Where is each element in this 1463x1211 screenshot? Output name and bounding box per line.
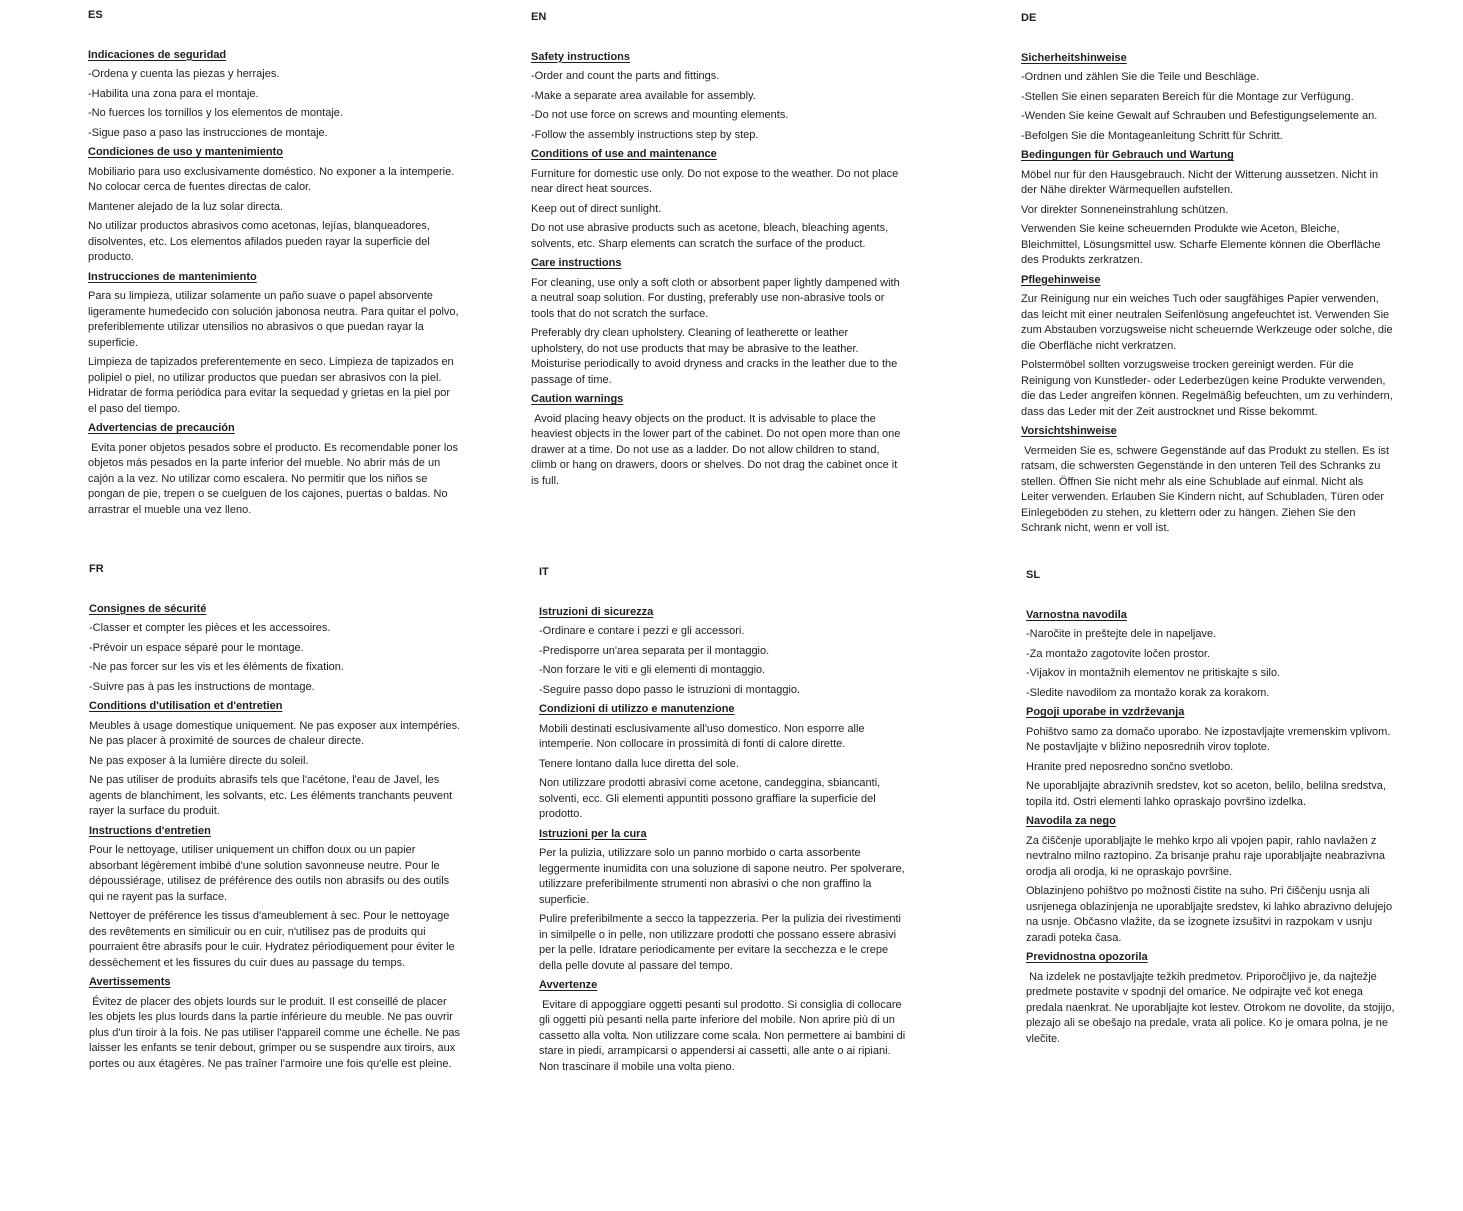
language-block-es bbox=[88, 8, 460, 522]
section-heading: Bedingungen für Gebrauch und Wartung bbox=[1021, 149, 1234, 161]
language-code-label: IT bbox=[539, 566, 549, 578]
paragraph: For cleaning, use only a soft cloth or absorbent paper lightly dampened with a neutral soap solution. For dusting, preferably use non-abrasive tools or tools that do not scratch the surface. bbox=[531, 276, 903, 320]
section-heading: Care instructions bbox=[531, 257, 622, 269]
paragraph: Pour le nettoyage, utiliser uniquement un chiffon doux ou un papier absorbant légèrement imbibé d'une solution savonneuse neutre. Pour le dépoussiérage, utilisez de préférence des outils non abrasifs ou des outils qui ne rayent pas la surface. bbox=[89, 844, 453, 903]
language-sections bbox=[89, 602, 464, 1073]
paragraph: Per la pulizia, utilizzare solo un panno morbido o carta assorbente leggermente inumidita con una soluzione di sapone neutro. Per spolverare, utilizzare preferibilmente strumenti non abrasivi o che non graffino la superficie. bbox=[539, 847, 908, 906]
section-heading: Istruzioni di sicurezza bbox=[539, 605, 654, 618]
paragraph: Ne pas utiliser de produits abrasifs tels que l'acétone, l'eau de Javel, les agents de blanchiment, les solvants, etc. Les éléments tranchants peuvent rayer la surface du produit. bbox=[89, 774, 456, 817]
paragraph: Oblazinjeno pohištvo po možnosti čistite na suho. Pri čiščenju usnja ali usnjenega oblazinjenja ne uporabljajte sredstev, ki lahko abrazivno delujejo na usnje. Občasno vlažite, da se izognete izsušitvi in razpokam v usnju zaradi poteka časa. bbox=[1026, 885, 1396, 944]
paragraph: Na izdelek ne postavljajte težkih predmetov. Priporočljivo je, da najtežje predmete postavite v spodnji del omarice. Ne odpirajte več kot enega predala naenkrat. Ne uporabljajte kot lestev. Otrokom ne dovolite, da stojijo, plezajo ali se obešajo na predale, vrata ali police. Ko je omara polna, je ne vlečite. bbox=[1026, 970, 1398, 1045]
paragraph: -Ne pas forcer sur les vis et les éléments de fixation. bbox=[89, 661, 344, 673]
section-heading: Consignes de sécurité bbox=[89, 602, 207, 615]
language-sections bbox=[1021, 51, 1396, 537]
paragraph: Möbel nur für den Hausgebrauch. Nicht der Witterung aussetzen. Nicht in der Nähe direkter Wärmequellen aufstellen. bbox=[1021, 168, 1382, 196]
paragraph: Ne pas exposer à la lumière directe du soleil. bbox=[89, 754, 309, 767]
language-code-label: FR bbox=[89, 563, 104, 575]
language-sections bbox=[539, 605, 911, 1076]
paragraph: Tenere lontano dalla luce diretta del sole. bbox=[539, 757, 739, 770]
paragraph: Limpieza de tapizados preferentemente en seco. Limpieza de tapizados en polipiel o piel, no utilizar productos que puedan ser abrasivos con la piel. Hidratar de forma periódica para evitar la sequedad y grietas en la piel por el paso del tiempo. bbox=[88, 356, 457, 415]
language-code-label: DE bbox=[1021, 12, 1037, 24]
section-heading: Pogoji uporabe in vzdrževanja bbox=[1026, 706, 1185, 718]
section-heading: Instructions d'entretien bbox=[89, 824, 211, 837]
paragraph: -Za montažo zagotovite ločen prostor. bbox=[1026, 647, 1211, 660]
section-heading: Indicaciones de seguridad bbox=[88, 48, 227, 61]
paragraph: Vermeiden Sie es, schwere Gegenstände auf das Produkt zu stellen. Es ist ratsam, die schwersten Gegenstände in den unteren Teil des Schranks zu stellen. Öffnen Sie nicht mehr als eine Schublade auf einmal. Nicht als Leiter verwenden. Erlauben Sie Kindern nicht, auf Schubladen, Türen oder Einlegeböden zu stehen, zu klettern oder zu hängen. Ziehen Sie den Schrank nicht, wenn er voll ist. bbox=[1021, 444, 1393, 534]
paragraph: -Ordnen und zählen Sie die Teile und Beschläge. bbox=[1021, 71, 1260, 83]
paragraph: Para su limpieza, utilizar solamente un paño suave o papel absorvente ligeramente humedecido con solución jabonosa neutra. Para quitar el polvo, preferiblemente utilizar utensilios no abrasivos o que puedan rayar la superficie. bbox=[88, 290, 462, 349]
paragraph: Do not use abrasive products such as acetone, bleach, bleaching agents, solvents, etc. Sharp elements can scratch the surface of the product. bbox=[531, 222, 892, 250]
section-heading: Pflegehinweise bbox=[1021, 273, 1101, 286]
section-heading: Avvertenze bbox=[539, 979, 598, 991]
paragraph: -Befolgen Sie die Montageanleitung Schritt für Schritt. bbox=[1021, 129, 1283, 142]
paragraph: Pohištvo samo za domačo uporabo. Ne izpostavljajte vremenskim vplivom. Ne postavljajte v bližino neposrednih virov toplote. bbox=[1026, 725, 1394, 753]
language-sections bbox=[88, 48, 460, 519]
paragraph: Mobiliario para uso exclusivamente doméstico. No exponer a la intemperie. No colocar cerca de fuentes directas de calor. bbox=[88, 165, 458, 193]
paragraph: Ne uporabljajte abrazivnih sredstev, kot so aceton, belilo, belilna sredstva, topila itd. Ostri elementi lahko opraskajo površino izdelka. bbox=[1026, 780, 1390, 808]
paragraph: -Make a separate area available for assembly. bbox=[531, 89, 756, 102]
paragraph: Keep out of direct sunlight. bbox=[531, 202, 662, 215]
paragraph: Pulire preferibilmente a secco la tappezzeria. Per la pulizia dei rivestimenti in similpelle o in pelle, non utilizzare prodotti che possano essere abrasivi per la pelle. Idratare periodicamente per evitare la secchezza e le crepe della pelle dovute al passare del tempo. bbox=[539, 913, 905, 972]
paragraph: -Prévoir un espace séparé pour le montage. bbox=[89, 641, 304, 654]
paragraph: Zur Reinigung nur ein weiches Tuch oder saugfähiges Papier verwenden, das leicht mit einer neutralen Seifenlösung angefeuchtet ist. Verwenden Sie zum Abstauben vorzugsweise nicht scheuernde Werkzeuge oder solche, die die Oberfläche nicht verkratzen. bbox=[1021, 293, 1396, 352]
paragraph: -Ordinare e contare i pezzi e gli accessori. bbox=[539, 625, 745, 637]
paragraph: -Seguire passo dopo passo le istruzioni di montaggio. bbox=[539, 683, 801, 696]
paragraph: Évitez de placer des objets lourds sur le produit. Il est conseillé de placer les objets les plus lourds dans la partie inférieure du meuble. Ne pas ouvrir plus d'un tiroir à la fois. Ne pas utiliser l'appareil comme une échelle. Ne pas laisser les enfants se tenir debout, grimper ou se suspendre aux tiroirs, aux portes ou aux étagères. Ne pas traîner l'armoire une fois qu'elle est pleine. bbox=[89, 995, 464, 1070]
section-heading: Navodila za nego bbox=[1026, 815, 1116, 827]
paragraph: Avoid placing heavy objects on the product. It is advisable to place the heaviest objects in the lower part of the cabinet. Do not open more than one drawer at a time. Do not use as a ladder. Do not allow children to stand, climb or hang on drawers, doors or shelves. Do not drag the cabinet once it is full. bbox=[531, 412, 904, 487]
language-block-en bbox=[531, 10, 903, 493]
paragraph: Mobili destinati esclusivamente all'uso domestico. Non esporre alle intemperie. Non collocare in prossimità di fonti di calore dirette. bbox=[539, 722, 868, 750]
paragraph: Nettoyer de préférence les tissus d'ameublement à sec. Pour le nettoyage des revêtements en similicuir ou en cuir, n'utilisez pas de produits qui pourraient être abrasifs pour le cuir. Hydratez périodiquement pour éviter le dessèchement et les fissures du cuir dues au passage du temps. bbox=[89, 910, 458, 969]
language-code-label: EN bbox=[531, 11, 547, 23]
section-heading: Istruzioni per la cura bbox=[539, 827, 647, 840]
paragraph: -Vijakov in montažnih elementov ne pritiskajte s silo. bbox=[1026, 667, 1281, 679]
section-heading: Conditions d'utilisation et d'entretien bbox=[89, 700, 283, 712]
paragraph: -No fuerces los tornillos y los elementos de montaje. bbox=[88, 107, 343, 119]
paragraph: -Wenden Sie keine Gewalt auf Schrauben und Befestigungselemente an. bbox=[1021, 110, 1378, 122]
paragraph: -Order and count the parts and fittings. bbox=[531, 70, 720, 82]
section-heading: Previdnostna opozorila bbox=[1026, 951, 1148, 963]
paragraph: -Naročite in preštejte dele in napeljave. bbox=[1026, 628, 1217, 640]
section-heading: Avertissements bbox=[89, 976, 171, 988]
paragraph: -Stellen Sie einen separaten Bereich für die Montage zur Verfügung. bbox=[1021, 90, 1354, 103]
paragraph: -Sledite navodilom za montažo korak za korakom. bbox=[1026, 686, 1270, 699]
paragraph: -Follow the assembly instructions step by step. bbox=[531, 128, 759, 141]
language-code-label: SL bbox=[1026, 569, 1041, 581]
paragraph: -Classer et compter les pièces et les accessoires. bbox=[89, 622, 331, 634]
paragraph: -Predisporre un'area separata per il montaggio. bbox=[539, 644, 770, 657]
paragraph: Mantener alejado de la luz solar directa. bbox=[88, 200, 284, 213]
paragraph: Evitare di appoggiare oggetti pesanti sul prodotto. Si consiglia di collocare gli oggetti più pesanti nella parte inferiore del mobile. Non aprire più di un cassetto alla volta. Non utilizzare come scala. Non permettere ai bambini di stare in piedi, arrampicarsi o appendersi ai cassetti, alle ante o ai ripiani. Non trascinare il mobile una volta pieno. bbox=[539, 998, 909, 1073]
paragraph: -Sigue paso a paso las instrucciones de montaje. bbox=[88, 126, 328, 139]
paragraph: Verwenden Sie keine scheuernden Produkte wie Aceton, Bleiche, Bleichmittel, Lösungsmittel usw. Scharfe Elemente können die Oberfläche des Produkts zerkratzen. bbox=[1021, 223, 1384, 266]
language-block-it bbox=[539, 565, 911, 1079]
section-heading: Varnostna navodila bbox=[1026, 608, 1127, 621]
language-sections bbox=[531, 50, 903, 490]
language-block-fr bbox=[89, 562, 464, 1076]
paragraph: Meubles à usage domestique uniquement. Ne pas exposer aux intempéries. Ne pas placer à proximité de sources de chaleur directe. bbox=[89, 719, 464, 747]
language-sections bbox=[1026, 608, 1398, 1048]
paragraph: Polstermöbel sollten vorzugsweise trocken gereinigt werden. Für die Reinigung von Kunstleder- oder Lederbezügen keine Produkte verwenden, die das Leder angreifen können. Regelmäßig befeuchten, um zu verhindern, dass das Leder mit der Zeit austrocknet und Risse bekommt. bbox=[1021, 359, 1396, 418]
paragraph: -Non forzare le viti e gli elementi di montaggio. bbox=[539, 664, 766, 676]
paragraph: -Do not use force on screws and mounting elements. bbox=[531, 109, 789, 121]
paragraph: -Habilita una zona para el montaje. bbox=[88, 87, 259, 100]
section-heading: Condizioni di utilizzo e manutenzione bbox=[539, 703, 735, 715]
section-heading: Instrucciones de mantenimiento bbox=[88, 270, 257, 283]
paragraph: Za čiščenje uporabljajte le mehko krpo ali vpojen papir, rahlo navlažen z nevtralno milno raztopino. Za brisanje prahu raje uporabljajte neabrazivna orodja ali orodja, ki ne opraskajo površine. bbox=[1026, 834, 1388, 878]
section-heading: Condiciones de uso y mantenimiento bbox=[88, 146, 283, 158]
section-heading: Vorsichtshinweise bbox=[1021, 425, 1117, 437]
paragraph: -Ordena y cuenta las piezas y herrajes. bbox=[88, 68, 280, 80]
section-heading: Conditions of use and maintenance bbox=[531, 148, 717, 160]
language-block-sl bbox=[1026, 568, 1398, 1051]
section-heading: Advertencias de precaución bbox=[88, 422, 235, 434]
section-heading: Caution warnings bbox=[531, 393, 624, 405]
paragraph: -Suivre pas à pas les instructions de montage. bbox=[89, 680, 315, 693]
section-heading: Sicherheitshinweise bbox=[1021, 51, 1127, 64]
paragraph: Preferably dry clean upholstery. Cleaning of leatherette or leather upholstery, do not use products that may be abrasive to the leather. Moisturise periodically to avoid dryness and cracks in the leather due to the passage of time. bbox=[531, 327, 901, 386]
language-block-de bbox=[1021, 11, 1396, 541]
paragraph: Vor direkter Sonneneinstrahlung schützen. bbox=[1021, 203, 1229, 216]
paragraph: Hranite pred neposredno sončno svetlobo. bbox=[1026, 760, 1234, 773]
paragraph: No utilizar productos abrasivos como acetonas, lejías, blanqueadores, disolventes, etc. Los elementos afilados pueden rayar la superficie del producto. bbox=[88, 220, 433, 263]
section-heading: Safety instructions bbox=[531, 50, 631, 63]
paragraph: Furniture for domestic use only. Do not expose to the weather. Do not place near direct heat sources. bbox=[531, 167, 902, 195]
paragraph: Evita poner objetos pesados sobre el producto. Es recomendable poner los objetos más pesados en la parte inferior del mueble. No abrir más de un cajón a la vez. No utilizar como escalera. No permitir que los niños se pongan de pie, trepen o se cuelguen de los cajones, puertas o baldas. No arrastrar el mueble una vez lleno. bbox=[88, 441, 462, 516]
paragraph: Non utilizzare prodotti abrasivi come acetone, candeggina, sbiancanti, solventi, ecc. Gli elementi appuntiti possono graffiare la superficie del prodotto. bbox=[539, 777, 884, 820]
language-code-label: ES bbox=[88, 9, 103, 21]
